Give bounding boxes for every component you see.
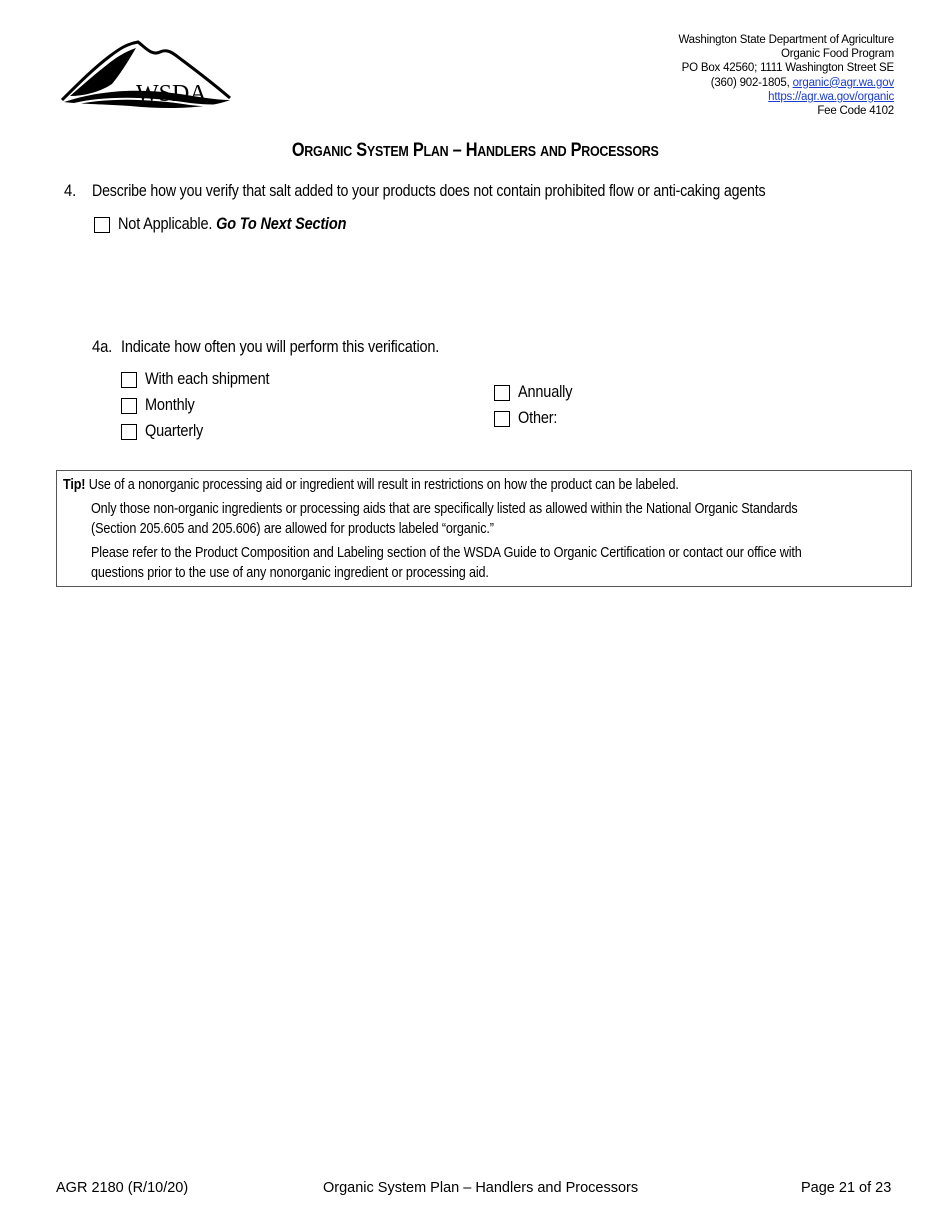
quarterly-checkbox[interactable] — [121, 424, 137, 440]
tip-line-3a: Please refer to the Product Composition and Labeling section of the WSDA Guide to Organic Certification or contact our office with — [91, 545, 802, 561]
phone-email-line — [678, 76, 894, 90]
option-label: Annually — [518, 383, 573, 401]
monthly-checkbox[interactable] — [121, 398, 137, 414]
footer-page-number: Page 21 of 23 — [801, 1180, 892, 1196]
title-part: – — [452, 140, 462, 161]
title-part: ROCESSORS — [581, 144, 659, 160]
title-part: ANDLERS — [477, 144, 536, 160]
not-applicable-label: Not Applicable. Go To Next Section — [118, 215, 347, 233]
other-checkbox[interactable] — [494, 411, 510, 427]
tip-label: Tip! — [63, 477, 86, 493]
option-label: Other: — [518, 409, 558, 427]
title-part: O — [291, 140, 305, 161]
tip-line-3b: questions prior to the use of any nonorganic ingredient or processing aid. — [91, 565, 489, 581]
title-part: LAN — [423, 144, 449, 160]
fee-code: Fee Code 4102 — [817, 105, 894, 118]
question-4-number: 4. — [64, 182, 77, 200]
org-line: PO Box 42560; 1111 Washington Street SE — [681, 62, 894, 75]
annually-checkbox[interactable] — [494, 385, 510, 401]
org-line: Organic Food Program — [781, 48, 894, 61]
email-link[interactable]: organic@agr.wa.gov — [792, 76, 894, 89]
org-contact-block — [678, 33, 894, 118]
tip-box — [56, 470, 912, 587]
option-label: Quarterly — [145, 422, 204, 440]
mountain-logo-icon — [60, 38, 232, 114]
question-4-text: Describe how you verify that salt added to your products does not contain prohibited flow or anti-caking agents — [92, 182, 766, 200]
title-part: P — [570, 140, 582, 161]
tip-line-2b: (Section 205.605 and 205.606) are allowed for products labeled “organic.” — [91, 521, 494, 537]
question-4a-number: 4a. — [92, 338, 113, 356]
go-to-next-section: Go To Next Section — [216, 215, 347, 233]
website-link[interactable]: https://agr.wa.gov/organic — [768, 90, 894, 103]
footer-doc-title: Organic System Plan – Handlers and Processors — [323, 1180, 639, 1196]
tip-line-2a: Only those non-organic ingredients or processing aids that are specifically listed as allowed within the National Organic Standards — [91, 501, 798, 517]
title-part: H — [465, 140, 478, 161]
wsda-logo — [60, 38, 232, 114]
logo-text: WSDA — [136, 81, 207, 107]
phone-text: (360) 902-1805, — [710, 76, 793, 89]
title-part: AND — [539, 144, 567, 160]
answer-area[interactable] — [92, 245, 902, 325]
title-part: RGANIC — [304, 144, 352, 160]
question-4a-text: Indicate how often you will perform this verification. — [121, 338, 440, 356]
option-label: With each shipment — [145, 370, 270, 388]
tip-line-1: Tip! Use of a nonorganic processing aid or ingredient will result in restrictions on how the product can be labeled. — [63, 477, 679, 493]
title-part: S — [356, 140, 367, 161]
title-part: YSTEM — [366, 144, 409, 160]
page-title — [0, 140, 950, 162]
footer-form-number: AGR 2180 (R/10/20) — [56, 1180, 189, 1196]
not-applicable-checkbox[interactable] — [94, 217, 110, 233]
with-each-shipment-checkbox[interactable] — [121, 372, 137, 388]
option-label: Monthly — [145, 396, 195, 414]
title-part: P — [412, 140, 424, 161]
org-line: Washington State Department of Agriculture — [678, 34, 894, 46]
